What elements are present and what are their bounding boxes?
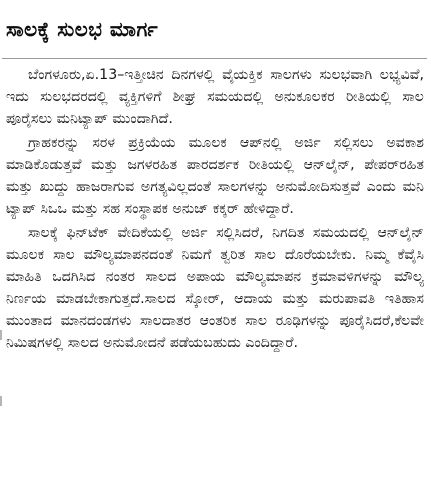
article-paragraph-3: ಸಾಲಕ್ಕೆ ಫಿನ್‌ಟೆಕ್ ವೇದಿಕೆಯಲ್ಲಿ ಅರ್ಜಿ ಸಲ್ಲಿಸಿದರೆ, ನಿಗದಿತ ಸಮಯದಲ್ಲಿ ಆನ್‌ಲೈನ್ ಮೂಲಕ ಸಾಲ ಮೌಲ್ಯಮಾಪನದಂತೆ ನಿಮಗೆ ತ್ವರಿತ ಸಾಲ ದೊರೆಯಬೇಕು. ನಿಮ್ಮ ಕೆವೈಸಿ ಮಾಹಿತಿ ಒದಗಿಸಿದ ನಂತರ ಸಾಲದ ಅಪಾಯ ಮೌಲ್ಯಮಾಪನ ಕ್ರಮಾವಳಿಗಳನ್ನು ಮೌಲ್ಯ ನಿರ್ಣಯ ಮಾಡಬೇಕಾಗುತ್ತದೆ.ಸಾಲದ ಸ್ಕೋರ್, ಆದಾಯ ಮತ್ತು ಮರುಪಾವತಿ ಇತಿಹಾಸ ಮುಂತಾದ ಮಾನದಂಡಗಳು ಸಾಲದಾತರ ಆಂತರಿಕ ಸಾಲ ರೂಢಿಗಳನ್ನು ಪೂರೈಸಿದರೆ,ಕೆಲವೇ ನಿಮಿಷಗಳಲ್ಲಿ ಸಾಲದ ಅನುಮೋದನೆ ಪಡೆಯಬಹುದು ಎಂದಿದ್ದಾರೆ. bbox=[6, 225, 424, 351]
column-edge-mark bbox=[0, 396, 2, 406]
article-paragraph-1: ಬೆಂಗಳೂರು,ಏ.13–ಇತ್ತೀಚಿನ ದಿನಗಳಲ್ಲಿ ವೈಯಕ್ತಿಕ ಸಾಲಗಳು ಸುಲಭವಾಗಿ ಲಭ್ಯವಿವೆ, ಇದು ಸುಲಭದರದಲ್ಲಿ ವ್ಯಕ್ತಿಗಳಿಗೆ ಶೀಘ್ರ ಸಮಯದಲ್ಲಿ ಅನುಕೂಲಕರ ರೀತಿಯಲ್ಲಿ ಸಾಲ ಪೂರೈಸಲು ಮನಿಟ್ಯಾಪ್ ಮುಂದಾಗಿದೆ. bbox=[6, 67, 424, 127]
article-body bbox=[6, 64, 424, 354]
column-edge-mark bbox=[0, 330, 2, 340]
headline-divider bbox=[2, 58, 427, 59]
article-headline: ಸಾಲಕ್ಕೆ ಸುಲಭ ಮಾರ್ಗ bbox=[6, 17, 159, 41]
article-paragraph-2: ಗ್ರಾಹಕರನ್ನು ಸರಳ ಪ್ರಕ್ರಿಯೆಯ ಮೂಲಕ ಆಪ್‌ನಲ್ಲಿ ಅರ್ಜಿ ಸಲ್ಲಿಸಲು ಅವಕಾಶ ಮಾಡಿಕೊಡುತ್ತವೆ ಮತ್ತು ಜಗಳರಹಿತ ಪಾರದರ್ಶಕ ರೀತಿಯಲ್ಲಿ ಆನ್‌ಲೈನ್, ಪೇಪರ್‌ರಹಿತ ಮತ್ತು ಖುದ್ದು ಹಾಜರಾಗುವ ಅಗತ್ಯವಿಲ್ಲದಂತೆ ಸಾಲಗಳನ್ನು ಅನುಮೋದಿಸುತ್ತವೆ ಎಂದು ಮನಿ ಟ್ಯಾಪ್ ಸಿಒಒ ಮತ್ತು ಸಹ ಸಂಸ್ಥಾಪಕ ಅನುಜ್ ಕಕ್ಕರ್ ಹೇಳಿದ್ದಾರೆ. bbox=[6, 135, 424, 217]
